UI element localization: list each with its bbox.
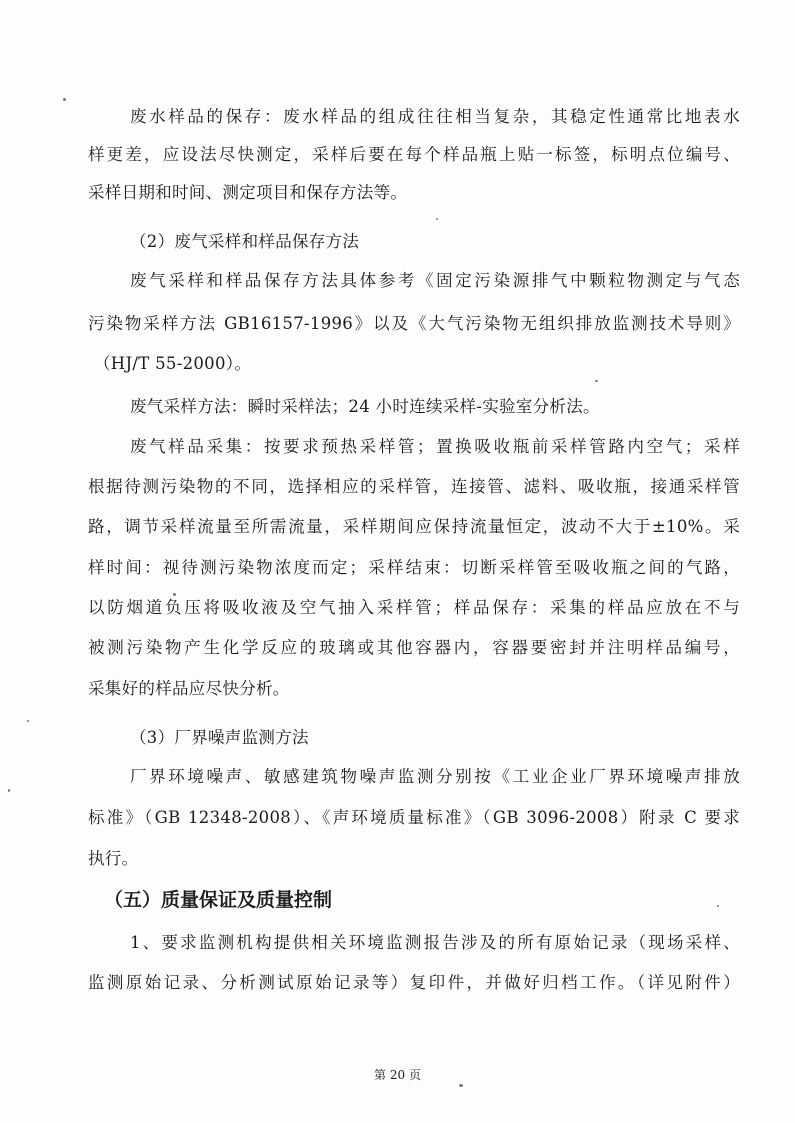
paragraph-line: 路，调节采样流量至所需流量，采样期间应保持流量恒定，波动不大于±10%。采 xyxy=(88,517,740,536)
paragraph-line: 监测原始记录、分析测试原始记录等）复印件，并做好归档工作。（详见附件） xyxy=(88,973,740,992)
paragraph-line: 采样日期和时间、测定项目和保存方法等。 xyxy=(88,183,408,202)
paragraph-line: （HJ/T 55-2000）。 xyxy=(94,354,252,373)
paragraph-line: 标准》（GB 12348-2008）、《声环境质量标准》（GB 3096-2008）附录 C 要求 xyxy=(88,808,740,827)
scan-speck xyxy=(595,380,598,382)
paragraph-gas-reference xyxy=(88,270,740,373)
scan-speck xyxy=(717,905,719,907)
page-number: 第 20 页 xyxy=(374,1068,421,1082)
scan-speck xyxy=(459,1084,463,1087)
paragraph-line: 废气样品采集：按要求预热采样管；置换吸收瓶前采样管路内空气；采样 xyxy=(130,437,740,456)
scan-speck xyxy=(173,593,176,596)
scan-speck xyxy=(27,720,29,722)
paragraph-line: 样更差，应设法尽快测定，采样后要在每个样品瓶上贴一标签，标明点位编号、 xyxy=(88,145,740,164)
paragraph-line: 执行。 xyxy=(88,849,139,868)
subheading-noise-monitoring: （3）厂界噪声监测方法 xyxy=(130,728,309,747)
paragraph-line: 以防烟道负压将吸收液及空气抽入采样管；样品保存：采集的样品应放在不与 xyxy=(88,598,740,617)
paragraph-gas-collection xyxy=(88,436,740,706)
subheading-gas-sampling: （2）废气采样和样品保存方法 xyxy=(130,232,360,251)
paragraph-line: 采集好的样品应尽快分析。 xyxy=(88,679,290,698)
paragraph-line: 根据待测污染物的不同，选择相应的采样管，连接管、滤料、吸收瓶，接通采样管 xyxy=(88,477,740,496)
paragraph-line: 废水样品的保存：废水样品的组成往往相当复杂，其稳定性通常比地表水 xyxy=(130,107,740,126)
paragraph-gas-method xyxy=(88,396,740,420)
scan-speck xyxy=(436,218,438,220)
section-heading-quality-assurance: （五）质量保证及质量控制 xyxy=(104,889,333,911)
paragraph-line: 废气采样方法：瞬时采样法；24 小时连续采样-实验室分析法。 xyxy=(130,397,600,416)
paragraph-line: 1、要求监测机构提供相关环境监测报告涉及的所有原始记录（现场采样、 xyxy=(130,933,740,952)
paragraph-line: 废气采样和样品保存方法具体参考《固定污染源排气中颗粒物测定与气态 xyxy=(130,271,740,290)
scan-speck xyxy=(8,789,10,792)
scan-speck xyxy=(63,98,66,101)
paragraph-line: 厂界环境噪声、敏感建筑物噪声监测分别按《工业企业厂界环境噪声排放 xyxy=(130,767,740,786)
paragraph-line: 被测污染物产生化学反应的玻璃或其他容器内，容器要密封并注明样品编号， xyxy=(88,638,740,657)
paragraph-wastewater-storage xyxy=(88,106,740,206)
paragraph-line: 样时间：视待测污染物浓度而定；采样结束：切断采样管至吸收瓶之间的气路， xyxy=(88,558,740,577)
paragraph-line: 污染物采样方法 GB16157-1996》以及《大气污染物无组织排放监测技术导则》 xyxy=(88,314,740,333)
paragraph-qa-item-1 xyxy=(88,932,740,996)
paragraph-noise xyxy=(88,766,740,876)
